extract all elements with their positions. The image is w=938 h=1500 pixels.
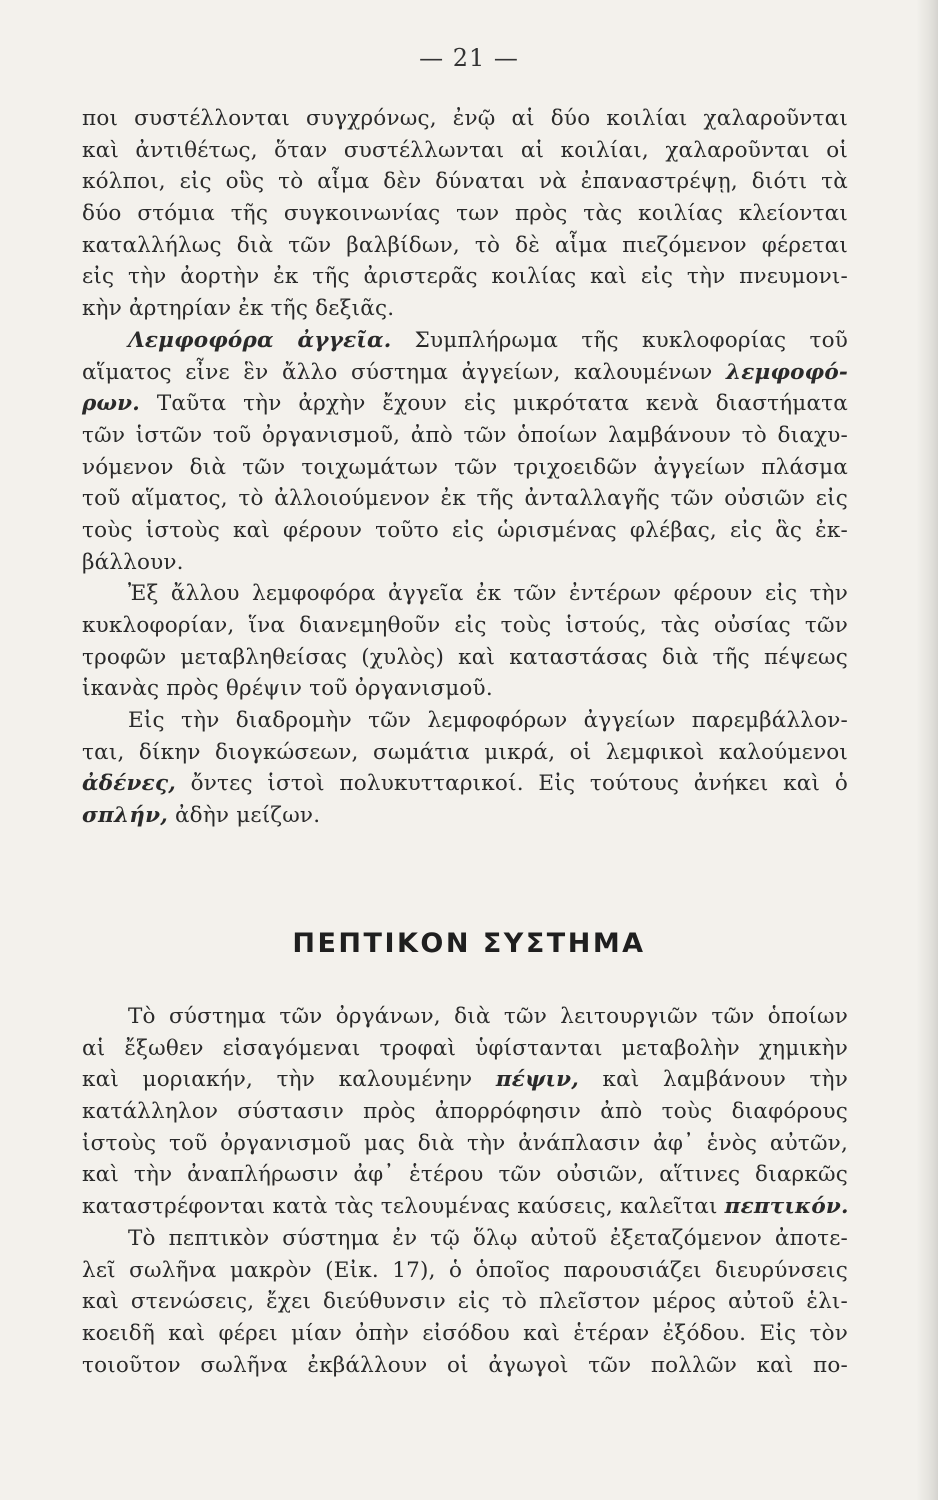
text-line: Τὸ σύστημα τῶν ὀργάνων, διὰ τῶν λειτουργιῶν τῶν ὁποίων: [128, 1004, 848, 1029]
text-span: αἵματος εἶνε ἓν ἄλλο σύστημα ἀγγείων, καλουμένων: [82, 359, 713, 385]
term-spleen: σπλήν,: [82, 803, 168, 829]
text-line: καὶ ἀντιθέτως, ὅταν συστέλλωνται αἱ κοιλίαι, χαλαροῦνται οἱ: [82, 137, 848, 163]
text-line: δύο στόμια τῆς συγκοινωνίας των πρὸς τὰς κοιλίας κλείονται: [82, 201, 848, 227]
text-line: κοειδῆ καὶ φέρει μίαν ὀπὴν εἰσόδου καὶ ἑτέραν ἐξόδου. Εἰς τὸν: [82, 1320, 848, 1346]
term-glands: ἀδένες,: [82, 771, 176, 797]
text-line: Τὸ πεπτικὸν σύστημα ἐν τῷ ὅλῳ αὐτοῦ ἐξεταζόμενον ἀποτε-: [128, 1225, 848, 1251]
text-line: αἱ ἔξωθεν εἰσαγόμεναι τροφαὶ ὑφίστανται μεταβολὴν χημικὴν: [82, 1035, 848, 1061]
text-line: τοιοῦτον σωλῆνα ἐκβάλλουν οἱ ἀγωγοὶ τῶν πολλῶν καὶ πο-: [82, 1352, 848, 1378]
paragraph-heart-contraction: [82, 103, 848, 325]
lower-text-block: [82, 1001, 848, 1381]
term-lymph-vessels: Λεμφοφόρα ἀγγεῖα.: [128, 327, 392, 353]
term-digestion: πέψιν,: [495, 1067, 579, 1093]
page-number: — 21 —: [419, 44, 519, 72]
text-line: ἱστοὺς τοῦ ὀργανισμοῦ μας διὰ τὴν ἀνάπλασιν ἀφ᾽ ἑνὸς αὐτῶν,: [82, 1130, 848, 1156]
text-line: τοὺς ἱστοὺς καὶ φέρουν τοῦτο εἰς ὡρισμένας φλέβας, εἰς ἃς ἐκ-: [82, 517, 848, 543]
text-line: λεῖ σωλῆνα μακρὸν (Εἰκ. 17), ὁ ὁποῖος παρουσιάζει διευρύνσεις: [82, 1257, 848, 1283]
text-line: καταλλήλως διὰ τῶν βαλβίδων, τὸ δὲ αἷμα πιεζόμενον φέρεται: [82, 232, 848, 258]
text-line: ποι συστέλλονται συγχρόνως, ἐνῷ αἱ δύο κοιλίαι χαλαροῦνται: [82, 106, 848, 131]
text-line: [82, 1191, 848, 1223]
text-line: εἰς τὴν ἀορτὴν ἐκ τῆς ἀριστερᾶς κοιλίας καὶ εἰς τὴν πνευμονι-: [82, 264, 848, 290]
paragraph-digestive-tube: [82, 1223, 848, 1381]
text-line: ἱκανὰς πρὸς θρέψιν τοῦ ὀργανισμοῦ.: [82, 676, 493, 702]
text-line: καὶ τὴν ἀναπλήρωσιν ἀφ᾽ ἑτέρου τῶν οὐσιῶν, αἵτινες διαρκῶς: [82, 1162, 848, 1188]
text-line: κὴν ἀρτηρίαν ἐκ τῆς δεξιᾶς.: [82, 296, 395, 322]
text-line: [82, 768, 848, 800]
term-lymphatic: λεμφοφό-: [726, 359, 848, 385]
text-line: [82, 1064, 848, 1096]
text-line: κατάλληλον σύστασιν πρὸς ἀπορρόφησιν ἀπὸ τοὺς διαφόρους: [82, 1099, 848, 1125]
paragraph-digestive-definition: [82, 1001, 848, 1223]
text-line: βάλλουν.: [82, 549, 184, 575]
text-span: καταστρέφονται κατὰ τὰς τελουμένας καύσεις, καλεῖται: [82, 1194, 718, 1220]
text-span: καὶ μοριακήν, τὴν καλουμένην: [82, 1067, 473, 1093]
text-line: τροφῶν μεταβληθείσας (χυλὸς) καὶ καταστάσας διὰ τῆς πέψεως: [82, 644, 848, 670]
page-edge-shadow: [916, 0, 938, 1500]
paragraph-intestine-lymph: [82, 578, 848, 705]
text-line: Ἐξ ἄλλου λεμφοφόρα ἀγγεῖα ἐκ τῶν ἐντέρων φέρουν εἰς τὴν: [128, 581, 848, 607]
text-line: Εἰς τὴν διαδρομὴν τῶν λεμφοφόρων ἀγγείων παρεμβάλλον-: [128, 708, 848, 734]
text-span: ὄντες ἱστοὶ πολυκυτταρικοί. Εἰς τούτους ἀνήκει καὶ ὁ: [190, 771, 848, 797]
text-line: κόλποι, εἰς οὓς τὸ αἷμα δὲν δύναται νὰ ἐπαναστρέψῃ, διότι τὰ: [82, 169, 848, 195]
term-digestive: πεπτικόν.: [724, 1194, 849, 1220]
text-span: Ταῦτα τὴν ἀρχὴν ἔχουν εἰς μικρότατα κενὰ διαστήματα: [156, 391, 848, 417]
paragraph-lymph-vessels: [82, 325, 848, 579]
text-line: κυκλοφορίαν, ἵνα διανεμηθοῦν εἰς τοὺς ἱστούς, τὰς οὐσίας τῶν: [82, 613, 848, 638]
term-lymphatic-cont: ρων.: [82, 391, 140, 417]
text-line: καὶ στενώσεις, ἔχει διεύθυνσιν εἰς τὸ πλεῖστον μέρος αὐτοῦ ἑλι-: [82, 1289, 848, 1315]
text-line: [82, 325, 848, 357]
text-line: τοῦ αἵματος, τὸ ἀλλοιούμενον ἐκ τῆς ἀνταλλαγῆς τῶν οὐσιῶν εἰς: [82, 486, 848, 512]
text-span: ἀδὴν μείζων.: [174, 803, 321, 829]
text-span: καὶ λαμβάνουν τὴν: [602, 1067, 848, 1093]
text-line: [82, 800, 848, 832]
text-span: Συμπλήρωμα τῆς κυκλοφορίας τοῦ: [414, 327, 848, 353]
text-line: νόμενον διὰ τῶν τοιχωμάτων τῶν τριχοειδῶν ἀγγείων πλάσμα: [82, 454, 848, 480]
text-line: ται, δίκην διογκώσεων, σωμάτια μικρά, οἱ λεμφικοὶ καλούμενοι: [82, 739, 848, 765]
section-heading: ΠΕΠΤΙΚΟΝ ΣΥΣΤΗΜΑ: [292, 928, 646, 959]
upper-text-block: [82, 103, 848, 832]
text-line: τῶν ἱστῶν τοῦ ὀργανισμοῦ, ἀπὸ τῶν ὁποίων λαμβάνουν τὸ διαχυ-: [82, 422, 848, 448]
paragraph-lymph-glands: [82, 705, 848, 832]
text-line: [82, 388, 848, 420]
text-line: [82, 357, 848, 389]
